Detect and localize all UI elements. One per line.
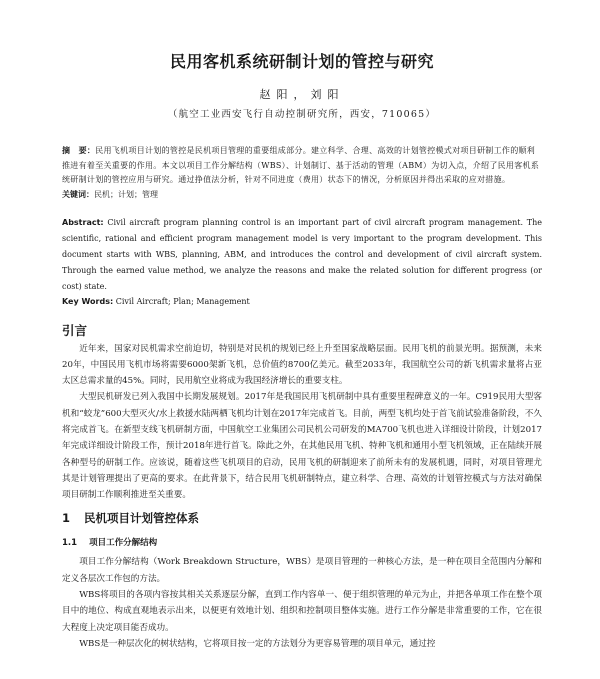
abstract-en	[62, 215, 542, 295]
paper-title: 民用客机系统研制计划的管控与研究	[169, 52, 434, 71]
section-1-heading	[62, 508, 542, 528]
section-1-1-paragraph-3: WBS是一种层次化的树状结构，它将项目按一定的方法划分为更容易管理的项目单元，通过控	[79, 638, 436, 649]
section-1-1-title: 项目工作分解结构	[89, 538, 158, 549]
section-1-title: 民机项目计划管控体系	[84, 511, 200, 526]
intro-paragraph-2: 大型民机研发已列入我国中长期发展规划。2017年是我国民用飞机研制中具有重要里程碑意义的一年。C919民用大型客机和“蛟龙”600大型灭火/水上救援水陆两栖飞机均计划在2017年完成首飞。目前，两型飞机均处于首飞前试验准备阶段，不久将完成首飞。在新型支线飞机研制方面，中国航空工业集团公司民机公司研发的MA700飞机也进入详细设计阶段，计划2017年完成详细设计阶段工作，预计2018年进行首飞。除此之外，在其他民用飞机、特种飞机和通用小型飞机领域，正在陆续开展各种型号的研制工作。应该说，随着这些飞机项目的启动，民用飞机的研制迎来了前所未有的发展机遇，同时，对项目管理尤其是计划管理提出了更高的要求。在此背景下，结合民用飞机研制特点，建立科学、合理、高效的计划管控模式与方法对确保项目研制工作顺利推进至关重要。	[62, 392, 542, 501]
keywords-en	[62, 295, 542, 308]
intro-paragraph-1: 近年来，国家对民机需求空前迫切，特别是对民机的规划已经上升至国家战略层面。民用飞机的前景光明。据预测，未来20年，中国民用飞机市场将需要6000架新飞机，总价值约8700亿美元。截至2033年，我国航空公司的新飞机需求量将占亚太区总需求量的45%。同时，民用航空业将成为我国经济增长的重要支柱。	[62, 343, 542, 387]
section-1-1-paragraph-1: 项目工作分解结构（Work Breakdown Structure，WBS）是项目管理的一种核心方法，是一种在项目全范围内分解和定义各层次工作包的方法。	[62, 557, 542, 584]
authors: 赵阳，刘阳	[259, 88, 345, 101]
section-1-1-paragraph-2: WBS将项目的各项内容按其相关关系逐层分解，直到工作内容单一、便于组织管理的单元为止，并把各单项工作在整个项目中的地位、构成直观地表示出来，以便更有效地计划、组织和控制项目整体实施。进行工作分解是非常重要的工作，它在很大程度上决定项目能否成功。	[62, 590, 542, 633]
abstract-en-label: Abstract:	[62, 217, 104, 227]
keywords-en-label: Key Words:	[62, 296, 114, 306]
affiliation: （航空工业西安飞行自动控制研究所，西安，710065）	[167, 109, 437, 120]
keywords-en-text: Civil Aircraft; Plan; Management	[115, 296, 250, 306]
section-1-number: 1	[62, 511, 71, 526]
abstract-en-text: Civil aircraft program planning control is an important part of civil aircraft program management. The scientific, rational and efficient program management model is very important to the program development. This document starts with WBS, planning, ABM, and introduces the control and development of civil aircraft system. Through the earned value method, we analyze the reasons and make the related solution for different progress (or cost) state.	[62, 217, 543, 291]
section-1-1-heading	[62, 536, 542, 550]
keywords-cn-label: 关键词：	[62, 189, 94, 199]
keywords-cn	[62, 188, 542, 201]
intro-heading: 引言	[62, 322, 88, 338]
keywords-cn-text: 民机；计划；管理	[94, 189, 158, 199]
abstract-cn	[62, 144, 542, 188]
abstract-cn-label: 摘 要：	[62, 146, 96, 155]
section-1-1-number: 1.1	[62, 538, 78, 549]
abstract-cn-text: 民用飞机项目计划的管控是民机项目管理的重要组成部分。建立科学、合理、高效的计划管控模式对项目研制工作的顺利推进有着至关重要的作用。本文以项目工作分解结构（WBS）、计划制订、基于活动的管理（ABM）为切入点，介绍了民用客机系统研制计划的管控应用与研究。通过挣值法分析，针对不同进度（费用）状态下的情况，分析原因并得出采取的应对措施。	[62, 146, 540, 184]
